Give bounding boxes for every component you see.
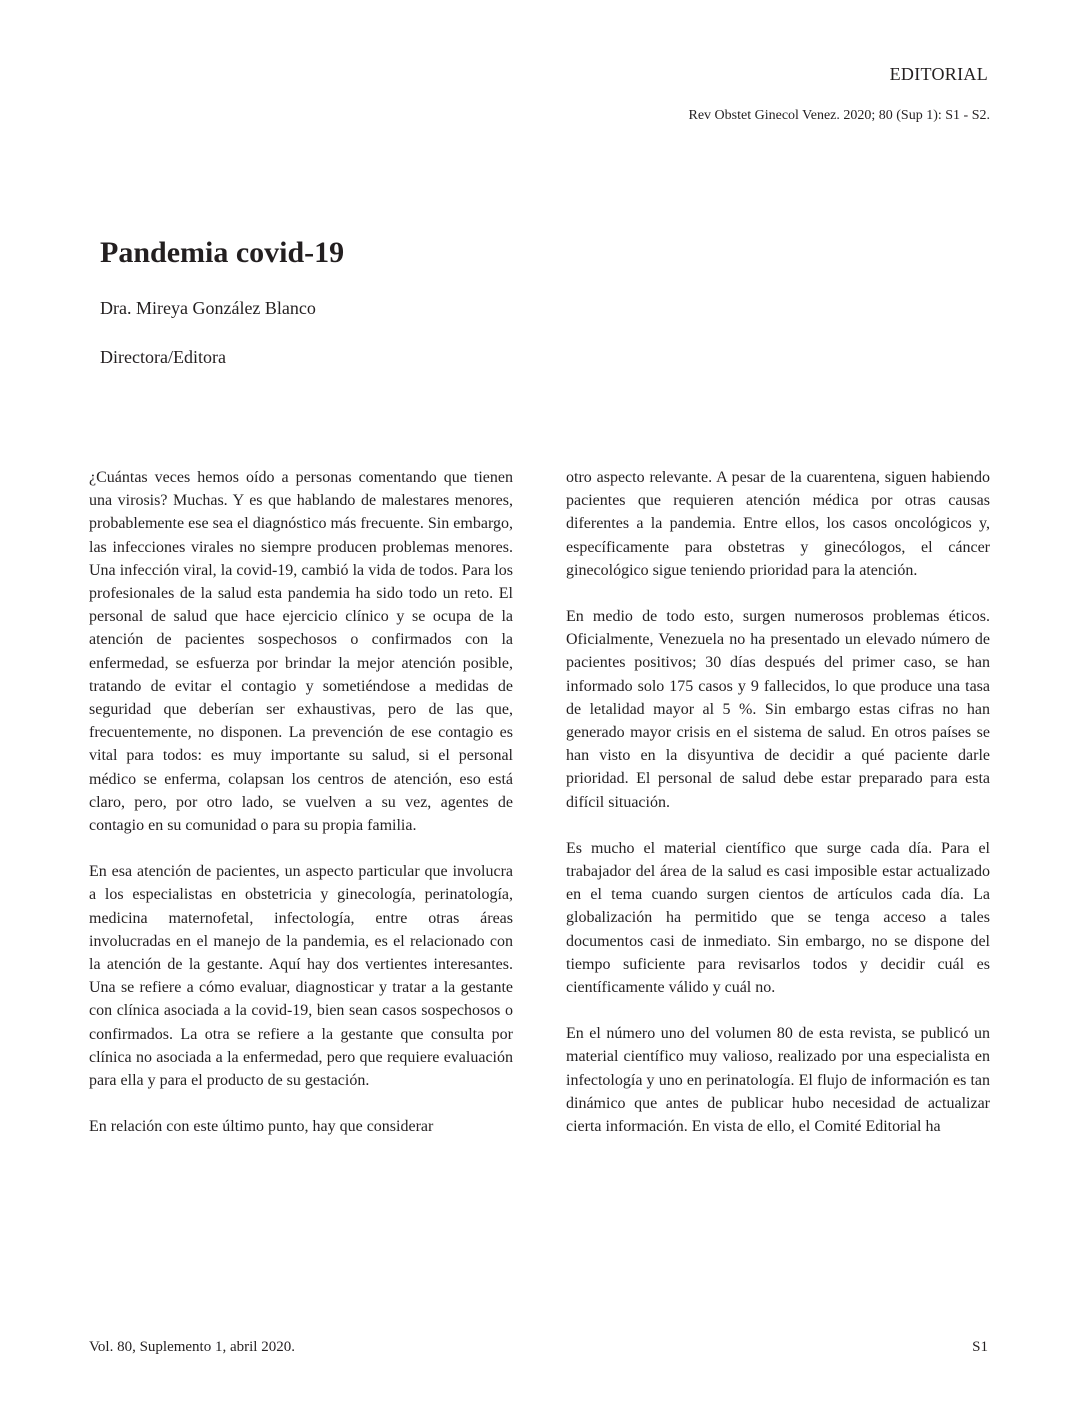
section-label: EDITORIAL (889, 64, 988, 84)
body-paragraph: En relación con este último punto, hay que considerar (89, 1118, 434, 1136)
body-paragraph: En medio de todo esto, surgen numerosos problemas éticos. Oficialmente, Venezuela no ha presentado un elevado número de pacientes positivos; 30 días después del primer caso, se han informado solo 175 casos y 9 fallecidos, lo que produce una tasa de letalidad mayor al 5 %. Sin embargo estas cifras no han generado mayor crisis en el sistema de salud. En otros países se han visto en la disyuntiva de decidir a qué paciente darle prioridad. El personal de salud debe estar preparado para esta difícil situación. (566, 608, 990, 811)
right-column (566, 466, 990, 1138)
left-column (89, 466, 513, 1138)
body-paragraph: ¿Cuántas veces hemos oído a personas comentando que tienen una virosis? Muchas. Y es que hablando de malestares menores, probablemente ese sea el diagnóstico más frecuente. Sin embargo, las infecciones virales no siempre producen problemas menores. Una infección viral, la covid-19, cambió la vida de todos. Para los profesionales de la salud esta pandemia ha sido todo un reto. El personal de salud que hace ejercicio clínico y se ocupa de la atención de pacientes sospechosos o confirmados con la enfermedad, se esfuerza por brindar la mejor atención posible, tratando de evitar el contagio y sometiéndose a medidas de seguridad que deberían ser exhaustivas, pero de las que, frecuentemente, no disponen. La prevención de ese contagio es vital para todos: es muy importante su salud, si el personal médico se enferma, colapsan los centros de atención, eso está claro, pero, por otro lado, se vuelven a su vez, agentes de contagio en su comunidad o para su propia familia. (89, 469, 513, 835)
body-paragraph: otro aspecto relevante. A pesar de la cuarentena, siguen habiendo pacientes que requieren atención médica por otras causas diferentes a la pandemia. Entre ellos, los casos oncológicos y, específicamente para obstetras y ginecólogos, el cáncer ginecológico sigue teniendo prioridad para la atención. (566, 469, 990, 579)
article-title: Pandemia covid-19 (100, 236, 345, 269)
body-paragraph: En el número uno del volumen 80 de esta revista, se publicó un material científico muy valioso, realizado por una especialista en infectología y uno en perinatología. El flujo de información es tan dinámico que antes de publicar hubo necesidad de actualizar cierta información. En vista de ello, el Comité Editorial ha (566, 1025, 990, 1136)
body-paragraph: En esa atención de pacientes, un aspecto particular que involucra a los especialistas en obstetricia y ginecología, perinatología, medicina maternofetal, infectología, entre otras áreas involucradas en el manejo de la pandemia, es el relacionado con la atención de la gestante. Aquí hay dos vertientes interesantes. Una se refiere a cómo evaluar, diagnosticar y tratar a la gestante con clínica asociada a la covid-19, bien sean casos sospechosos o confirmados. La otra se refiere a la gestante que consulta por clínica no asociada a la enfermedad, pero que requiere evaluación para ella y para el producto de su gestación. (89, 863, 513, 1090)
page-number: S1 (972, 1339, 988, 1355)
author-name: Dra. Mireya González Blanco (100, 298, 316, 318)
author-role: Directora/Editora (100, 347, 226, 367)
journal-citation: Rev Obstet Ginecol Venez. 2020; 80 (Sup 1): S1 - S2. (688, 108, 990, 123)
body-paragraph: Es mucho el material científico que surge cada día. Para el trabajador del área de la salud es casi imposible estar actualizado en el tema cuando surgen cientos de artículos cada día. La globalización ha permitido que se tenga acceso a tales documentos casi de inmediato. Sin embargo, no se dispone del tiempo suficiente para revisarlos todos y decidir cuál es científicamente válido y cuál no. (566, 839, 990, 997)
footer-issue: Vol. 80, Suplemento 1, abril 2020. (89, 1339, 295, 1355)
